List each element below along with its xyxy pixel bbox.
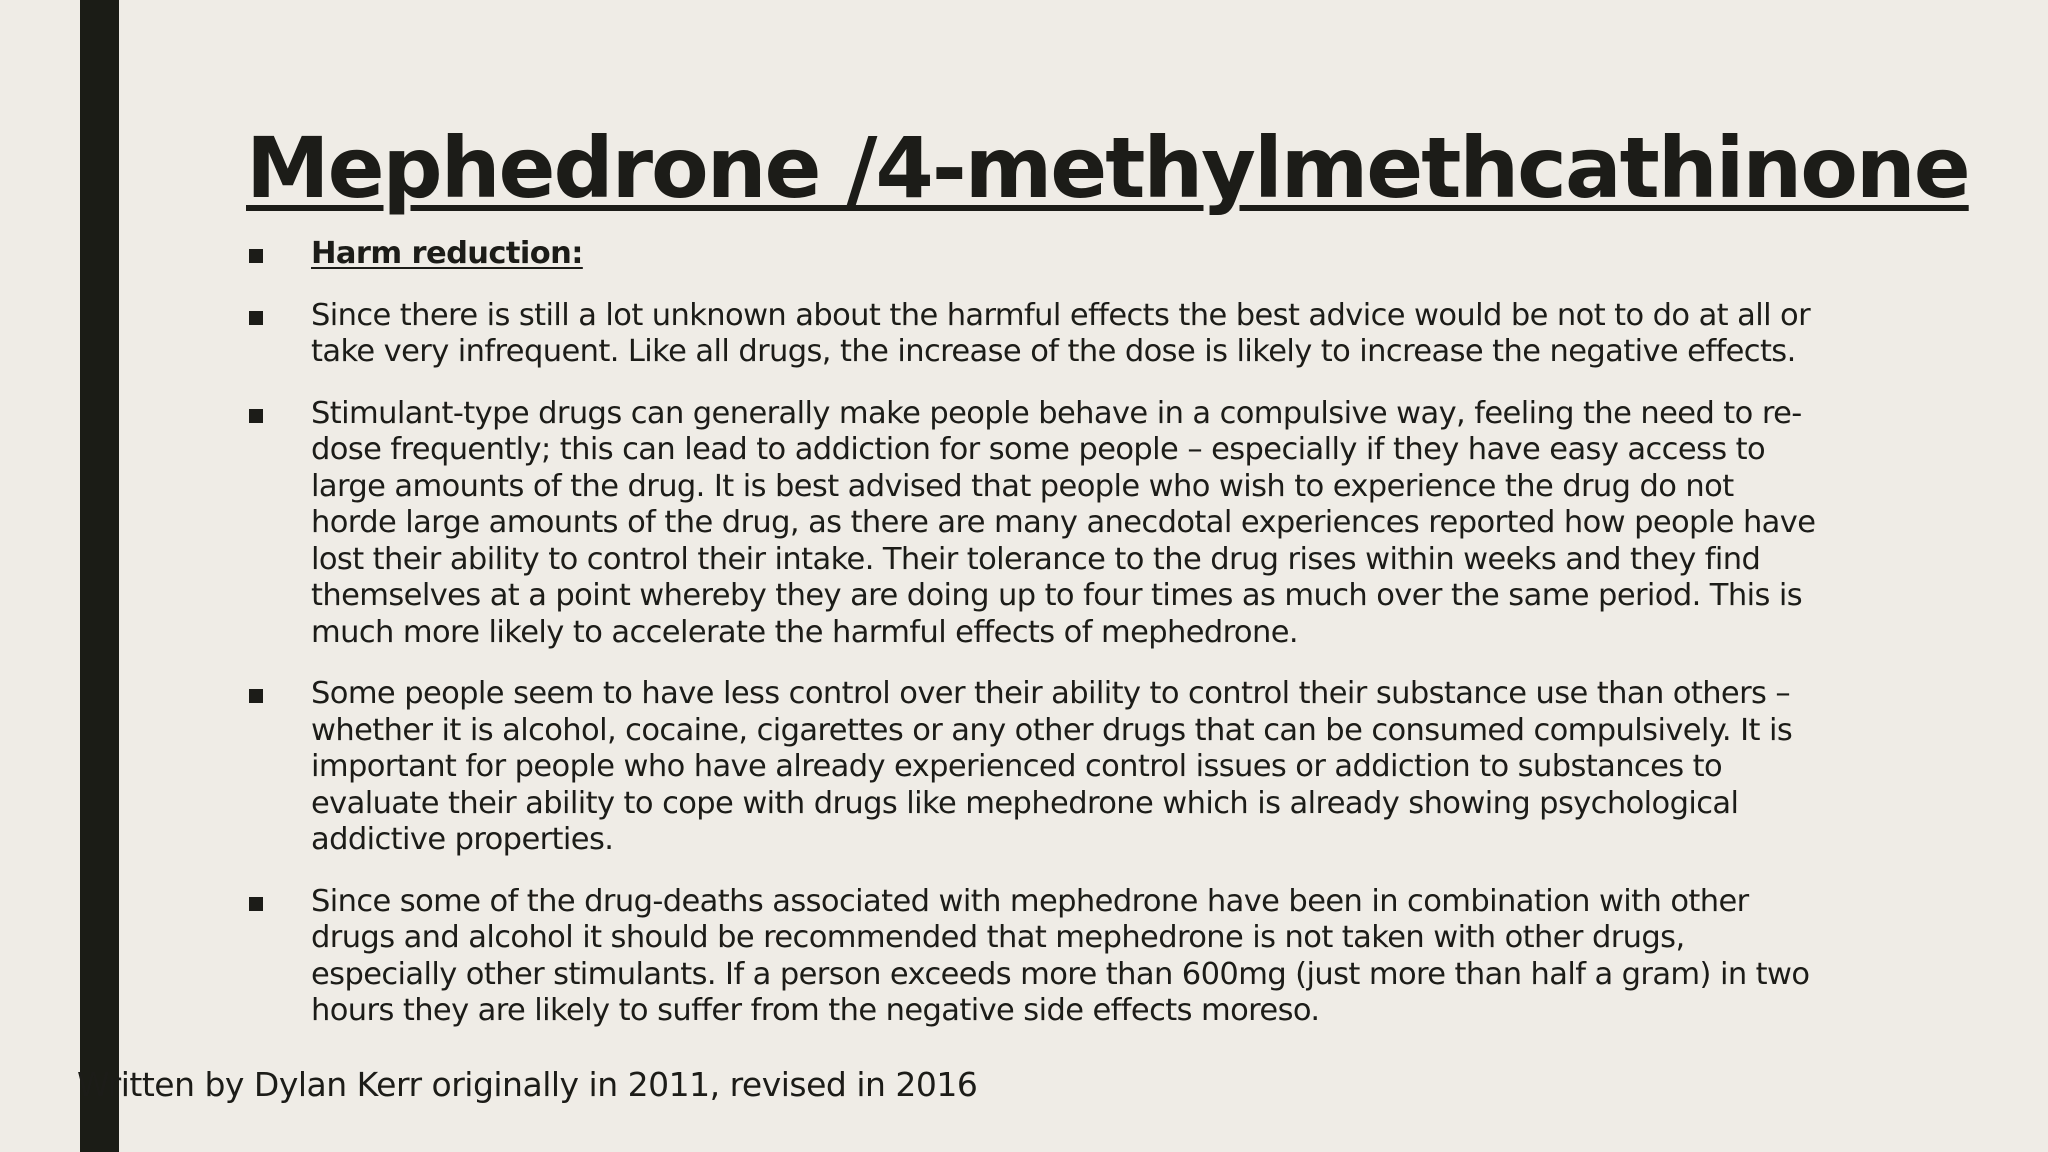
bullet-list bbox=[246, 236, 1826, 1055]
bullet-item bbox=[246, 884, 1826, 1030]
square-bullet-icon bbox=[249, 897, 263, 911]
square-bullet-icon bbox=[249, 249, 263, 263]
bullet-item-heading bbox=[246, 236, 1826, 273]
bullet-text: Harm reduction: bbox=[311, 236, 583, 271]
square-bullet-icon bbox=[249, 409, 263, 423]
bullet-item bbox=[246, 396, 1826, 652]
bullet-item bbox=[246, 298, 1826, 371]
square-bullet-icon bbox=[249, 311, 263, 325]
square-bullet-icon bbox=[249, 689, 263, 703]
slide-title: Mephedrone /4-methylmethcathinone bbox=[246, 119, 1969, 217]
bullet-item bbox=[246, 676, 1826, 859]
author-footer: Written by Dylan Kerr originally in 2011, revised in 2016 bbox=[77, 1065, 978, 1104]
bullet-text: Since there is still a lot unknown about the harmful effects the best advice would be not to do at all or take very infrequent. Like all drugs, the increase of the dose is likely to increase the negative effects. bbox=[311, 297, 1811, 369]
accent-bar bbox=[80, 0, 119, 1152]
bullet-text: Some people seem to have less control over their ability to control their substance use than others – whether it is alcohol, cocaine, cigarettes or any other drugs that can be consumed compulsively. It is important for people who have already experienced control issues or addiction to substances to evaluate their ability to cope with drugs like mephedrone which is already showing psychological addictive properties. bbox=[311, 676, 1793, 857]
bullet-text: Since some of the drug-deaths associated with mephedrone have been in combination with other drugs and alcohol it should be recommended that mephedrone is not taken with other drugs, especially other stimulants. If a person exceeds more than 600mg (just more than half a gram) in two hours they are likely to suffer from the negative side effects moreso. bbox=[311, 883, 1810, 1028]
bullet-text: Stimulant-type drugs can generally make people behave in a compulsive way, feeling the need to re-dose frequently; this can lead to addiction for some people – especially if they have easy access to large amounts of the drug. It is best advised that people who wish to experience the drug do not horde large amounts of the drug, as there are many anecdotal experiences reported how people have lost their ability to control their intake. Their tolerance to the drug rises within weeks and they find themselves at a point whereby they are doing up to four times as much over the same period. This is much more likely to accelerate the harmful effects of mephedrone. bbox=[311, 395, 1816, 650]
